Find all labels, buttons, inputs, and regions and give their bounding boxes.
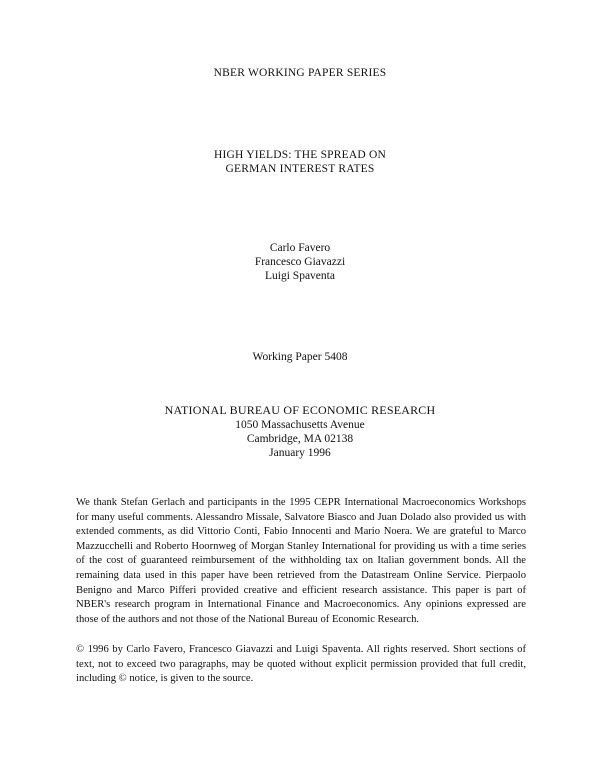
- paper-title: [0, 148, 600, 176]
- publication-date: January 1996: [269, 447, 331, 459]
- paper-title-line-2: GERMAN INTEREST RATES: [225, 163, 375, 175]
- institution-name: [0, 403, 600, 417]
- institution-name-text: NATIONAL BUREAU OF ECONOMIC RESEARCH: [164, 403, 436, 417]
- paper-title-line-1: HIGH YIELDS: THE SPREAD ON: [214, 149, 386, 161]
- institution-address: [0, 418, 600, 460]
- address-line: Cambridge, MA 02138: [246, 433, 354, 445]
- author-name: Francesco Giavazzi: [254, 256, 346, 268]
- copyright-notice: © 1996 by Carlo Favero, Francesco Giavazzi and Luigi Spaventa. All rights reserved. Short sections of text, not to exceed two paragraphs, may be quoted without explicit permission provided that full credit, including © notice, is given to the source.: [76, 644, 526, 685]
- address-line: 1050 Massachusetts Avenue: [235, 419, 365, 431]
- series-heading-text: NBER WORKING PAPER SERIES: [213, 67, 387, 79]
- acknowledgements-paragraph: We thank Stefan Gerlach and participants in the 1995 CEPR International Macroeconomics Workshops for many useful comments. Alessandro Missale, Salvatore Biasco and Juan Dolado also provided us with extended comments, as did Vittorio Conti, Fabio Innocenti and Mario Noera. We are grateful to Marco Mazzucchelli and Roberto Hoornweg of Morgan Stanley International for providing us with a time series of the cost of guaranteed reimbursement of the withholding tax on Italian government bonds. All the remaining data used in this paper have been retrieved from the Datastream Online Service. Pierpaolo Benigno and Marco Pifferi provided creative and efficient research assistance. This paper is part of NBER's research program in International Finance and Macroeconomics. Any opinions expressed are those of the authors and not those of the National Bureau of Economic Research.: [76, 497, 526, 625]
- working-paper-number: [0, 350, 600, 364]
- author-list: [0, 241, 600, 283]
- series-heading: [0, 66, 600, 80]
- author-name: Carlo Favero: [269, 242, 331, 254]
- working-paper-number-text: Working Paper 5408: [252, 351, 348, 363]
- author-name: Luigi Spaventa: [265, 270, 335, 282]
